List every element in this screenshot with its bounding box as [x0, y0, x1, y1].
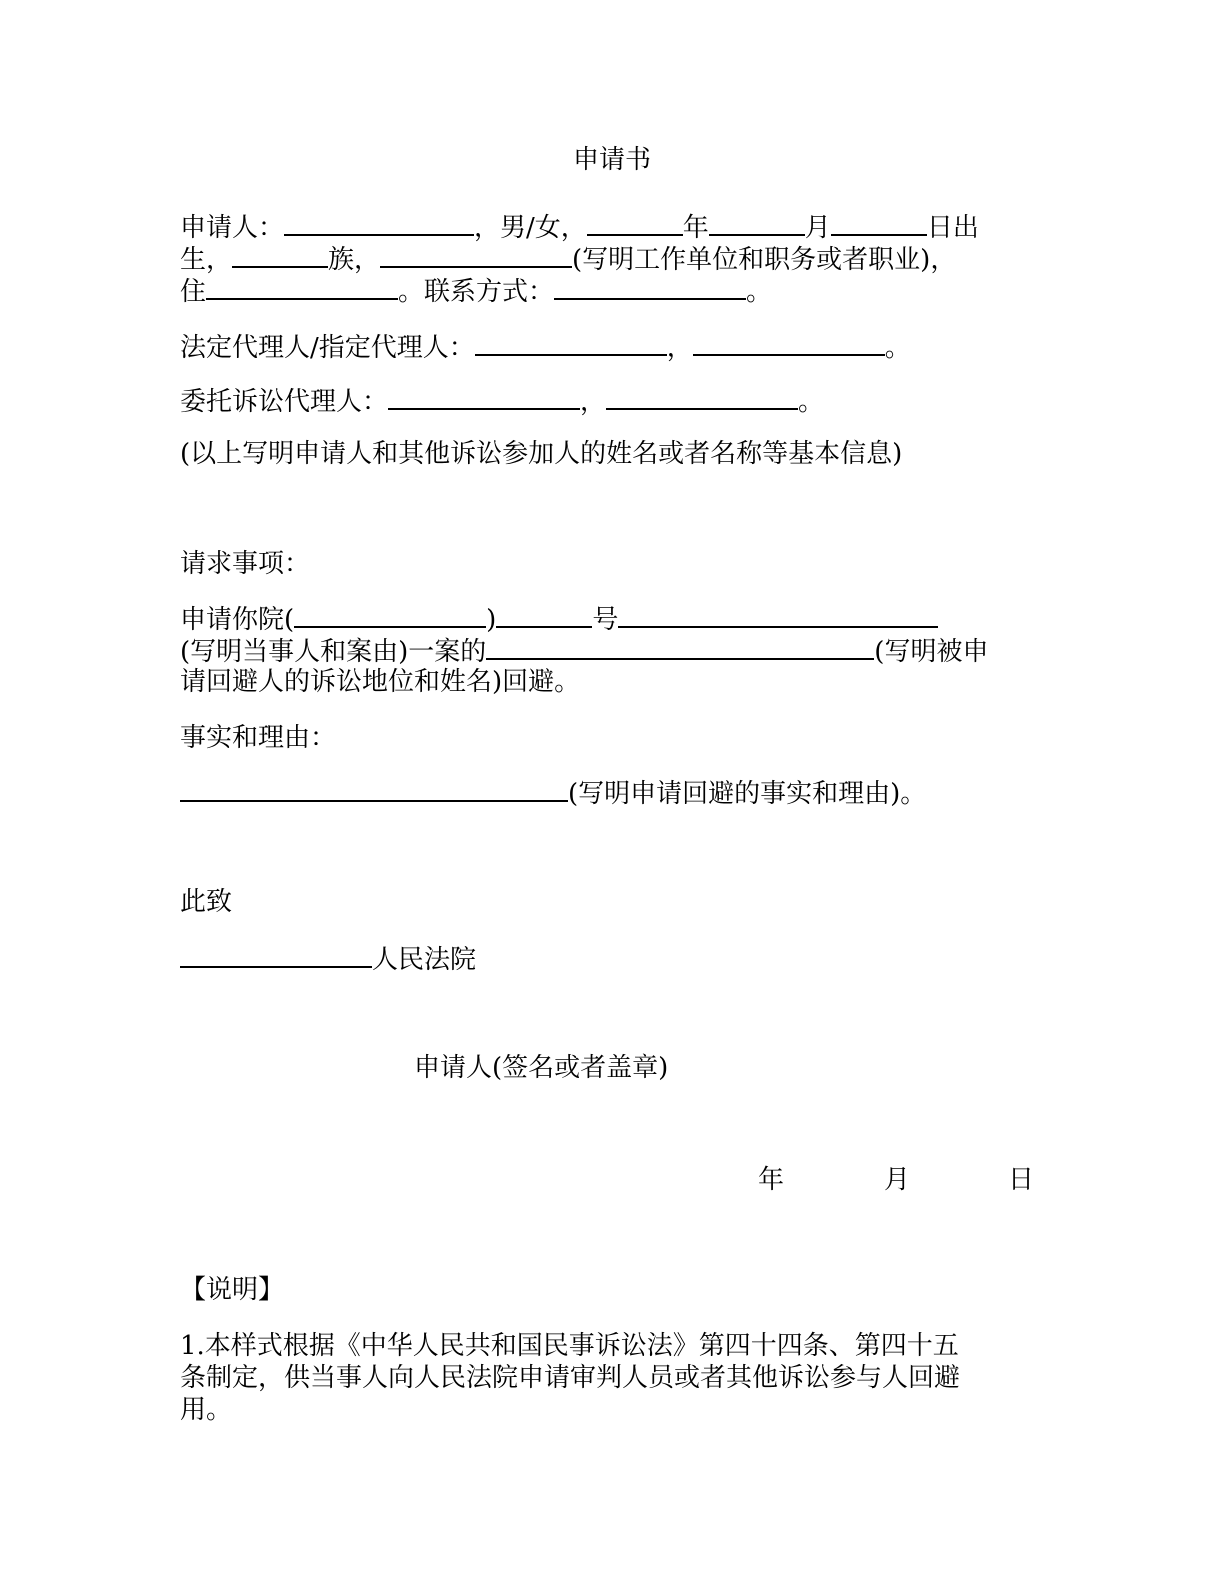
- applicant-name-blank[interactable]: [284, 210, 474, 236]
- legal-agent-sep: ，: [666, 333, 693, 363]
- applicant-label: 申请人：: [180, 213, 285, 243]
- birth-end-text: 生，: [180, 245, 233, 275]
- entrusted-agent-blank-1[interactable]: [388, 384, 580, 410]
- notes-line-1: 1.本样式根据《中华人民共和国民事诉讼法》第四十四条、第四十五: [180, 1331, 959, 1361]
- birth-year-blank[interactable]: [587, 210, 683, 236]
- entrusted-agent-line: [180, 384, 824, 418]
- recusal-target-blank[interactable]: [486, 634, 874, 660]
- court-name-blank[interactable]: [180, 942, 372, 968]
- claims-line-1: [180, 602, 938, 636]
- applicant-end: 。: [746, 277, 773, 307]
- year-text: 年: [682, 213, 709, 243]
- facts-heading: 事实和理由：: [180, 723, 337, 753]
- contact-blank[interactable]: [554, 274, 746, 300]
- ethnicity-text: 族，: [328, 245, 381, 275]
- court-text: 人民法院: [372, 945, 477, 975]
- entrusted-agent-sep: ，: [580, 387, 607, 417]
- claims-line1-b: ): [486, 605, 497, 635]
- gender-text: ，男/女，: [474, 213, 587, 243]
- document-title: 申请书: [572, 145, 651, 175]
- contact-text: 。联系方式：: [398, 277, 555, 307]
- info-note: (以上写明申请人和其他诉讼参加人的姓名或者名称等基本信息): [180, 439, 903, 469]
- ethnicity-blank[interactable]: [232, 242, 328, 268]
- entrusted-agent-blank-2[interactable]: [606, 384, 798, 410]
- legal-agent-line: [180, 330, 911, 364]
- work-blank[interactable]: [380, 242, 572, 268]
- date-year: 年: [758, 1165, 785, 1195]
- claims-line2-b: (写明被申: [874, 637, 989, 667]
- signature-line: 申请人(签名或者盖章): [414, 1053, 669, 1083]
- legal-agent-label: 法定代理人/指定代理人：: [180, 333, 475, 363]
- address-text: 住: [180, 277, 207, 307]
- notes-heading: 【说明】: [180, 1275, 285, 1305]
- claims-heading: 请求事项：: [180, 549, 311, 579]
- claims-line-3: 请回避人的诉讼地位和姓名)回避。: [180, 667, 581, 697]
- case-type-blank[interactable]: [496, 602, 592, 628]
- case-year-blank[interactable]: [294, 602, 486, 628]
- entrusted-agent-end: 。: [798, 387, 825, 417]
- claims-line2-a: (写明当事人和案由)一案的: [180, 637, 487, 667]
- closing-greeting: 此致: [180, 887, 233, 917]
- entrusted-agent-label: 委托诉讼代理人：: [180, 387, 389, 417]
- legal-agent-blank-2[interactable]: [693, 330, 885, 356]
- facts-line: [180, 776, 926, 810]
- facts-blank[interactable]: [180, 776, 568, 802]
- birth-month-blank[interactable]: [709, 210, 805, 236]
- address-blank[interactable]: [206, 274, 398, 300]
- date-month: 月: [884, 1165, 911, 1195]
- notes-line-3: 用。: [180, 1395, 233, 1425]
- month-text: 月: [804, 213, 831, 243]
- applicant-line-2: [180, 242, 956, 276]
- facts-hint: (写明申请回避的事实和理由)。: [568, 779, 927, 809]
- date-day: 日: [1008, 1165, 1035, 1195]
- notes-line-2: 条制定，供当事人向人民法院申请审判人员或者其他诉讼参与人回避: [180, 1363, 961, 1393]
- applicant-line-1: [180, 210, 979, 244]
- claims-line1-c: 号: [592, 605, 619, 635]
- day-birth-text: 日出: [926, 213, 979, 243]
- claims-line1-a: 申请你院(: [180, 605, 295, 635]
- work-hint-text: (写明工作单位和职务或者职业)，: [572, 245, 957, 275]
- case-number-blank[interactable]: [618, 602, 938, 628]
- applicant-line-3: [180, 274, 772, 308]
- birth-day-blank[interactable]: [831, 210, 927, 236]
- court-line: [180, 942, 476, 976]
- legal-agent-blank-1[interactable]: [475, 330, 667, 356]
- legal-agent-end: 。: [884, 333, 911, 363]
- claims-line-2: [180, 634, 988, 668]
